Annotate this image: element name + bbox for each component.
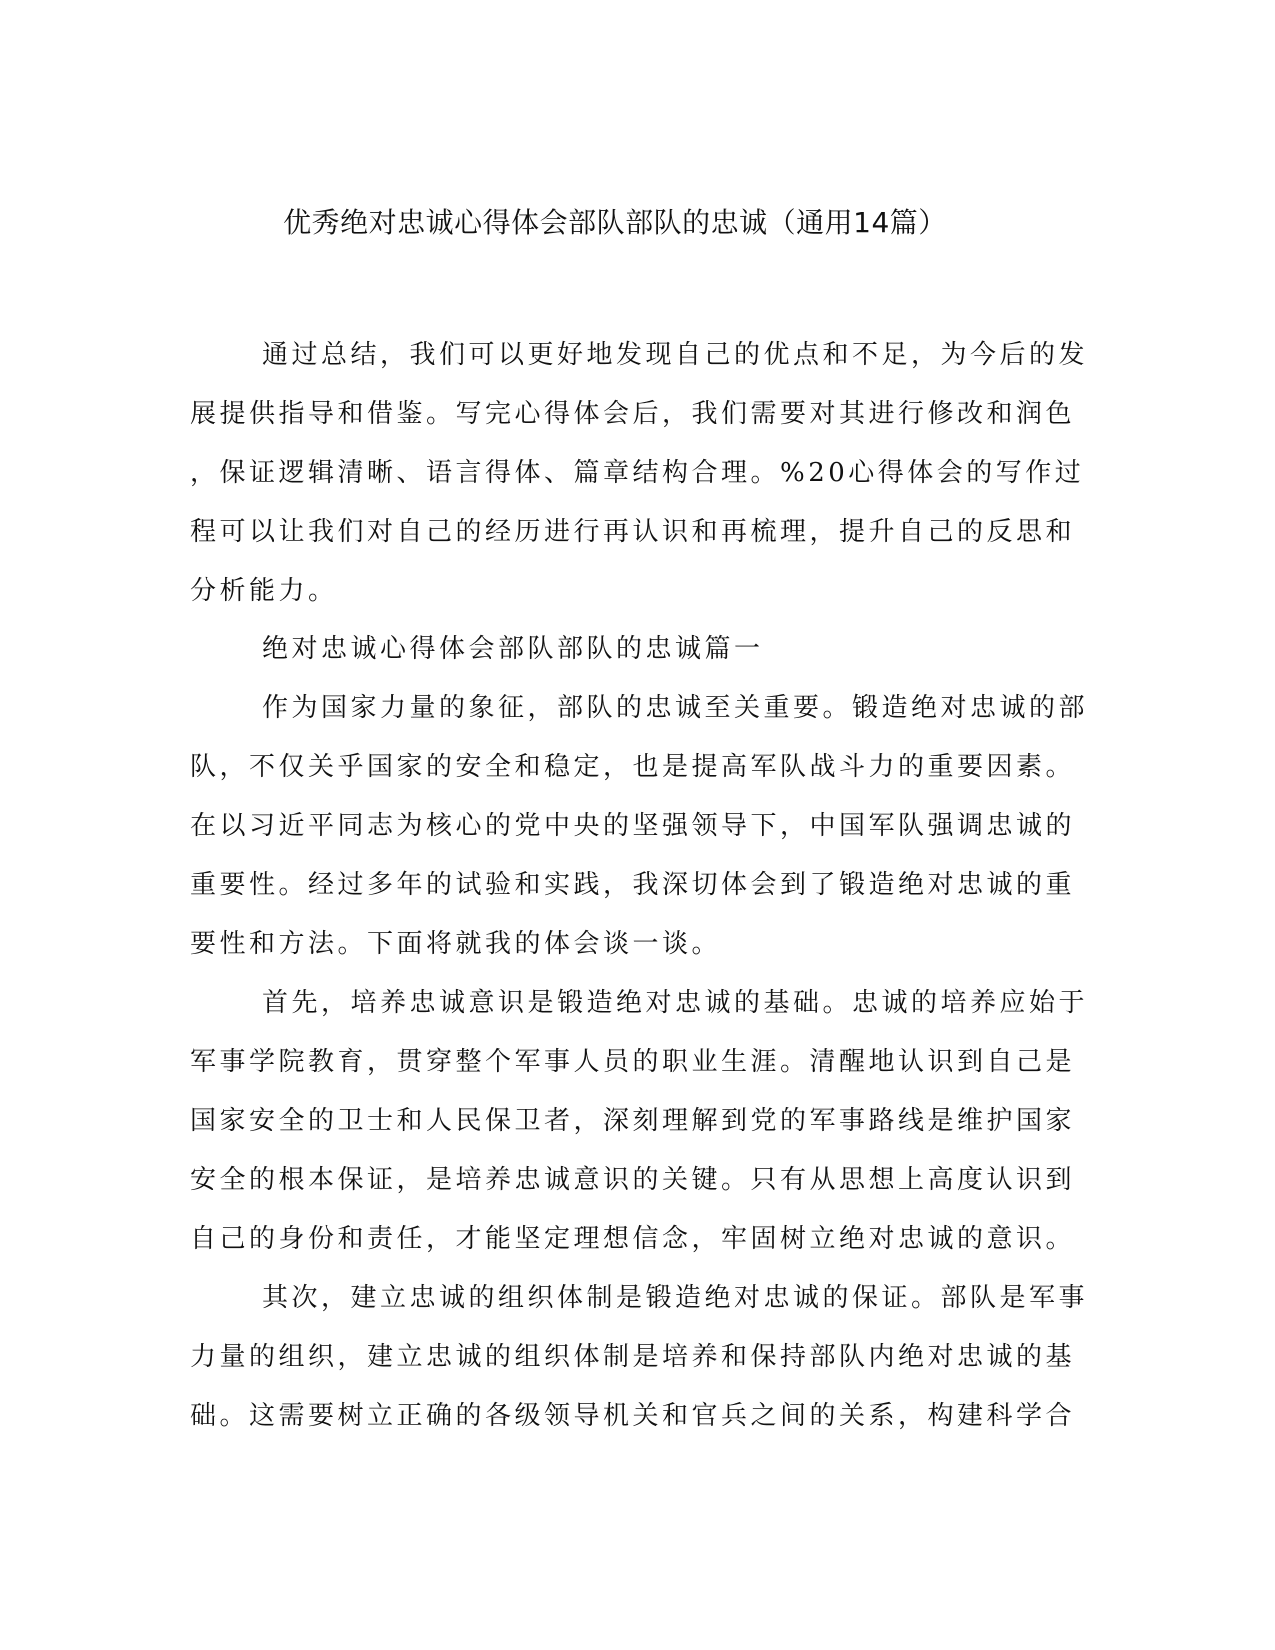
text-line: 军事学院教育，贯穿整个军事人员的职业生涯。清醒地认识到自己是 — [190, 1047, 1076, 1077]
text-line: 通过总结，我们可以更好地发现自己的优点和不足，为今后的发 — [262, 340, 1089, 370]
text-line: 安全的根本保证，是培养忠诚意识的关键。只有从思想上高度认识到 — [190, 1165, 1076, 1195]
text-line: 础。这需要树立正确的各级领导机关和官兵之间的关系，构建科学合 — [190, 1401, 1076, 1431]
text-line: 要性和方法。下面将就我的体会谈一谈。 — [190, 929, 722, 959]
text-line: 国家安全的卫士和人民保卫者，深刻理解到党的军事路线是维护国家 — [190, 1106, 1076, 1136]
section-heading: 绝对忠诚心得体会部队部队的忠诚篇一 — [262, 634, 764, 664]
text-line: 重要性。经过多年的试验和实践，我深切体会到了锻造绝对忠诚的重 — [190, 870, 1076, 900]
text-line: 分析能力。 — [190, 576, 338, 606]
text-line: ，保证逻辑清晰、语言得体、篇章结构合理。%20心得体会的写作过 — [190, 458, 1085, 488]
text-line: 首先，培养忠诚意识是锻造绝对忠诚的基础。忠诚的培养应始于 — [262, 988, 1089, 1018]
document-title: 优秀绝对忠诚心得体会部队部队的忠诚（通用14篇） — [283, 206, 947, 239]
text-line: 作为国家力量的象征，部队的忠诚至关重要。锻造绝对忠诚的部 — [262, 693, 1089, 723]
text-line: 在以习近平同志为核心的党中央的坚强领导下，中国军队强调忠诚的 — [190, 811, 1076, 841]
text-line: 自己的身份和责任，才能坚定理想信念，牢固树立绝对忠诚的意识。 — [190, 1224, 1076, 1254]
text-line: 队，不仅关乎国家的安全和稳定，也是提高军队战斗力的重要因素。 — [190, 752, 1076, 782]
text-line: 其次，建立忠诚的组织体制是锻造绝对忠诚的保证。部队是军事 — [262, 1283, 1089, 1313]
text-line: 程可以让我们对自己的经历进行再认识和再梳理，提升自己的反思和 — [190, 517, 1076, 547]
text-line: 力量的组织，建立忠诚的组织体制是培养和保持部队内绝对忠诚的基 — [190, 1342, 1076, 1372]
text-line: 展提供指导和借鉴。写完心得体会后，我们需要对其进行修改和润色 — [190, 399, 1076, 429]
